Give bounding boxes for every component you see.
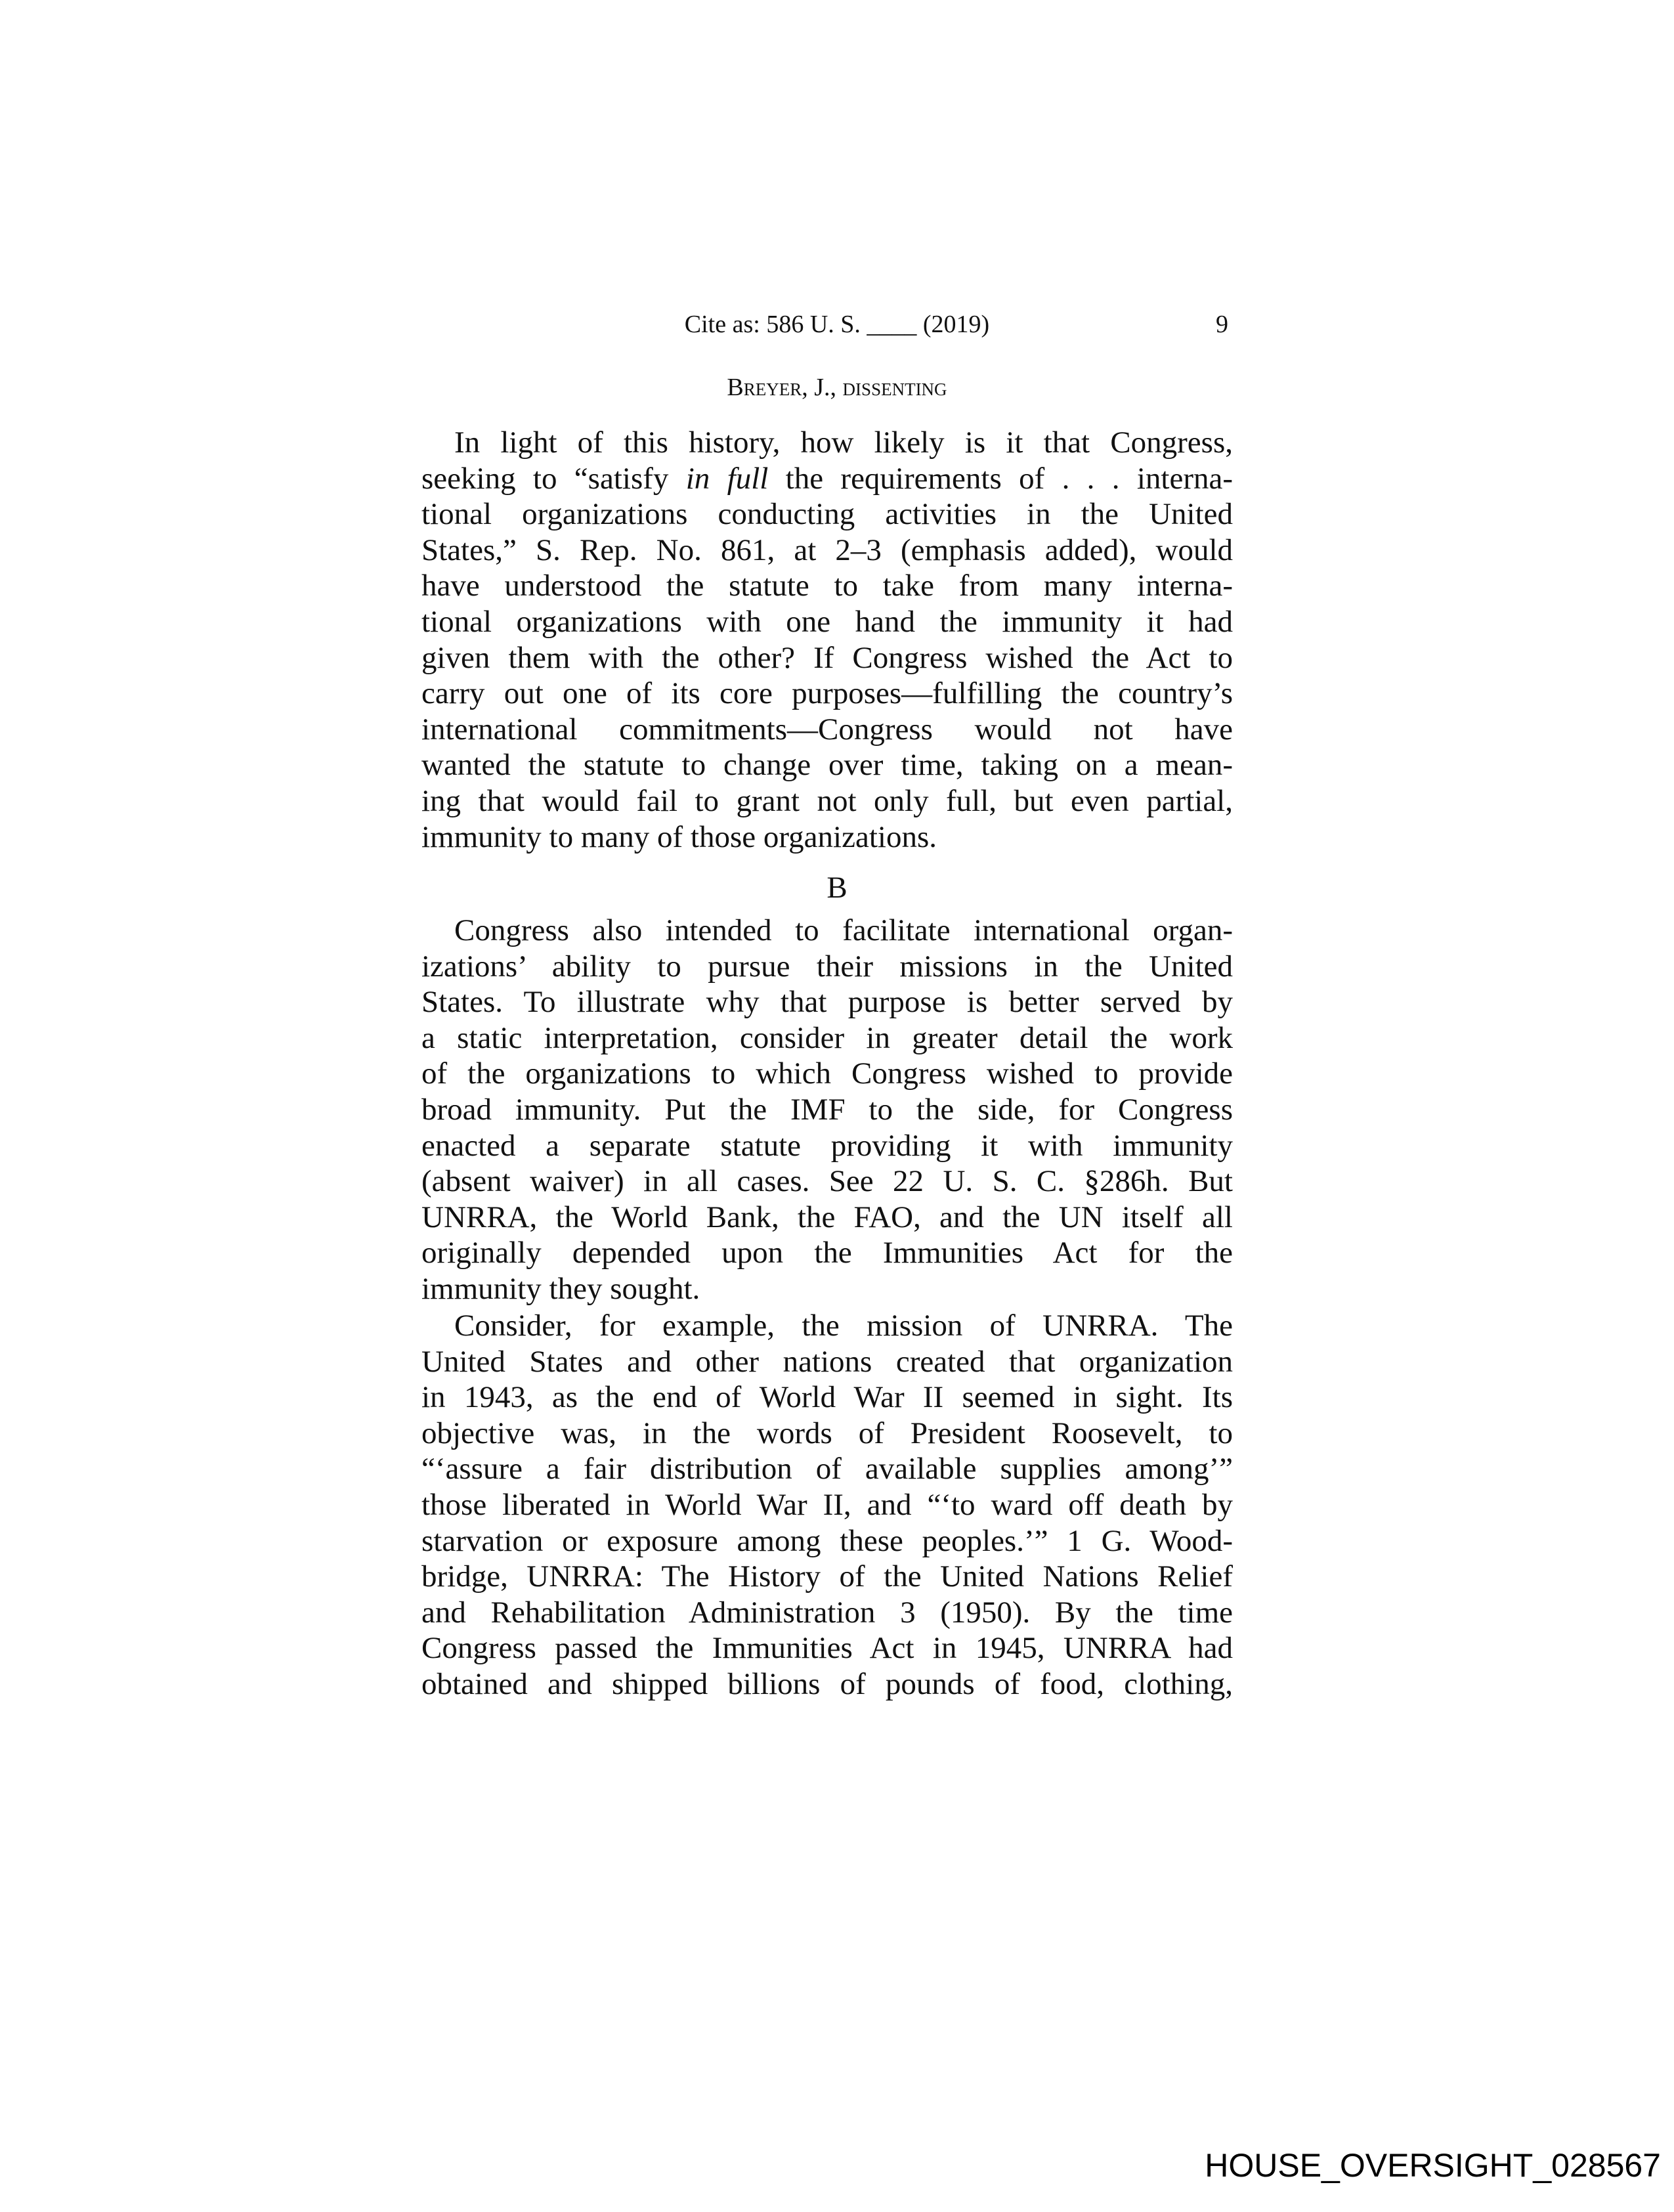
- page-number: 9: [1216, 311, 1228, 338]
- text-line: obtained and shipped billions of pounds of food, clothing,: [421, 1666, 1233, 1701]
- paragraph-unrra: [421, 1308, 1233, 1702]
- opinion-author-heading: Breyer, J., dissenting: [727, 374, 947, 401]
- text-line: “‘assure a fair distribution of available supplies among’”: [421, 1452, 1233, 1486]
- text-line: starvation or exposure among these peoples.’” 1 G. Wood-: [421, 1523, 1233, 1558]
- text-line: of the organizations to which Congress wished to provide: [421, 1056, 1233, 1091]
- text-line: States. To illustrate why that purpose is better served by: [421, 985, 1233, 1020]
- running-head-citation: Cite as: 586 U. S. ____ (2019): [684, 311, 990, 338]
- text-line: those liberated in World War II, and “‘to ward off death by: [421, 1487, 1233, 1522]
- text-line: Congress passed the Immunities Act in 1945, UNRRA had: [421, 1631, 1233, 1666]
- paragraph-history: [421, 425, 1233, 855]
- emphasis-text: in full: [685, 461, 769, 496]
- text-line: given them with the other? If Congress wished the Act to: [421, 640, 1233, 675]
- text-line: immunity to many of those organizations.: [421, 819, 937, 854]
- text-line: UNRRA, the World Bank, the FAO, and the UN itself all: [421, 1200, 1233, 1234]
- text-line: have understood the statute to take from many interna-: [421, 569, 1233, 603]
- text-line: objective was, in the words of President Roosevelt, to: [421, 1416, 1233, 1450]
- text-line: United States and other nations created that organization: [421, 1344, 1233, 1379]
- text-line: a static interpretation, consider in greater detail the work: [421, 1020, 1233, 1055]
- text-line: carry out one of its core purposes—fulfilling the country’s: [421, 676, 1233, 711]
- text-line: ing that would fail to grant not only full, but even partial,: [421, 783, 1233, 818]
- text-line: and Rehabilitation Administration 3 (1950). By the time: [421, 1595, 1233, 1630]
- text-line: (absent waiver) in all cases. See 22 U. S. C. §286h. But: [421, 1164, 1233, 1199]
- text-line: [421, 461, 1233, 497]
- text-line: in 1943, as the end of World War II seemed in sight. Its: [421, 1380, 1233, 1415]
- paragraph-missions: [421, 913, 1233, 1307]
- text-segment: the requirements of . . . interna-: [768, 461, 1234, 496]
- text-line: tional organizations with one hand the immunity it had: [421, 604, 1233, 639]
- text-segment: seeking to “satisfy: [421, 461, 686, 496]
- bates-number: HOUSE_OVERSIGHT_028567: [1205, 2147, 1661, 2184]
- text-line: tional organizations conducting activities in the United: [421, 497, 1233, 532]
- section-heading: B: [826, 871, 848, 905]
- text-line: izations’ ability to pursue their missions in the United: [421, 949, 1233, 984]
- text-line: originally depended upon the Immunities Act for the: [421, 1236, 1233, 1270]
- text-line: bridge, UNRRA: The History of the United Nations Relief: [421, 1559, 1233, 1594]
- text-line: international commitments—Congress would not have: [421, 712, 1233, 747]
- text-line: wanted the statute to change over time, taking on a mean-: [421, 748, 1233, 783]
- text-line: Congress also intended to facilitate international organ-: [454, 913, 1233, 947]
- text-line: immunity they sought.: [421, 1271, 700, 1306]
- text-line: In light of this history, how likely is it that Congress,: [454, 425, 1233, 460]
- text-line: Consider, for example, the mission of UNRRA. The: [454, 1309, 1233, 1343]
- text-line: broad immunity. Put the IMF to the side, for Congress: [421, 1092, 1233, 1127]
- text-line: enacted a separate statute providing it with immunity: [421, 1128, 1233, 1163]
- text-line: States,” S. Rep. No. 861, at 2–3 (emphasis added), would: [421, 532, 1233, 567]
